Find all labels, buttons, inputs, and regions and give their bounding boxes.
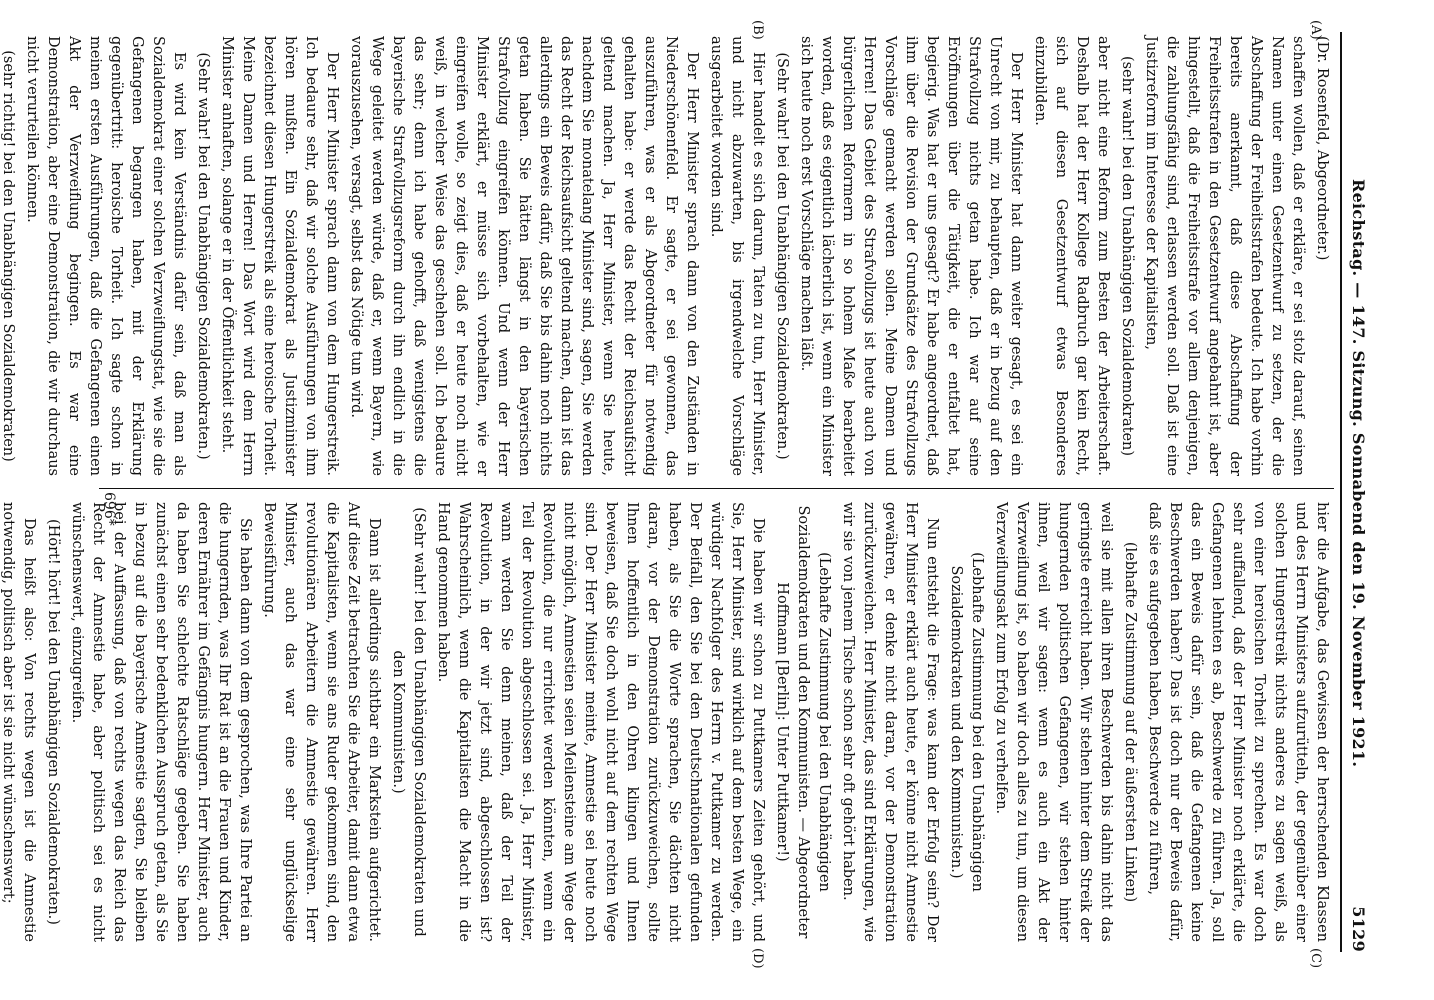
paragraph: Der Herr Minister sprach dann von den Zuständen in Niederschönenfeld. Er sagte, er sei gewonnen, das auszuführen, was er als Abgeordneter für notwendig gehalten habe: er werde das Recht der Reichsaufsicht geltend machen. Ja, Herr Minister, wenn Sie heute, nachdem Sie monatelang Minister sind, sagen, Sie werden das Recht der Reichsaufsicht geltend machen, dann ist das allerdings ein Beweis dafür, daß Sie bis dahin noch nichts getan haben. Sie hätten längst in den bayerischen Strafvollzug eingreifen können. Und wenn der Herr Minister erklärt, er müsse sich vorbehalten, wie er eingreifen wolle, so zeigt dies, daß er heute noch nicht weiß, in welcher Weise das geschehen soll. Ich bedaure das sehr; denn ich habe gehofft, daß wenigstens die bayerische Strafvollzugsreform durch ihn endlich in die Wege geleitet werden würde, daß er, wenn Bayern, wie vorauszusehen, versagt, selbst das Nötige tun wird.: [348, 36, 700, 476]
scanned-page: [0, 20, 1374, 970]
paragraph: (Lebhafte Zustimmung bei den Unabhängigen Sozialdemokraten und den Kommunisten.): [948, 552, 985, 892]
paragraph: (Sehr wahr! bei den Unabhängigen Sozialdemokraten.): [195, 52, 211, 460]
paragraph: Nun entsteht die Frage: was kann der Erfolg sein? Der Herr Minister erklärt auch heute, er könne nicht Amnestie gewähren, er denke nicht daran, vor der Demonstration zurückzuweichen. Herr Minister, das sind Erklärungen, wie wir sie von jenem Tische schon sehr oft gehört haben.: [840, 502, 940, 942]
header-rule: [1340, 32, 1342, 952]
paragraph: Hier handelt es sich darum, Taten zu tun, Herr Minister, und nicht abzuwarten, bis irgendwelche Vorschläge ausgearbeitet worden sind.: [708, 36, 766, 476]
paragraph: weil sie mit allen ihren Beschwerden bis dahin nicht das geringste erreicht haben. Wir stehen hinter dem Streik der hungernden politischen Gefangenen, wir stehen hinter ihnen, weil wir sagen: wenn es auch ein Akt der Verzweiflung ist, so haben wir doch alles zu tun, um diesen Verzweiflungsakt zum Erfolg zu verhelfen.: [993, 502, 1114, 942]
page-number: 5129: [1349, 906, 1369, 952]
paragraph: schaffen wollen, daß er erkläre, er sei stolz darauf, seinen Namen unter einen Gesetzentwurf zu setzen, der die Abschaffung der Freiheitsstrafen bedeute. Ich habe vorhin bereits anerkannt, daß diese Abschaffung der Freiheitsstrafen in den Gesetzentwurf angebahnt ist, aber hingestellt, daß die Freiheitsstrafe vor allem denjenigen, die zahlungsfähig sind, erlassen werden soll. Daß ist eine Justizreform im Interesse der Kapitalisten,: [1143, 36, 1306, 476]
paragraph: (Lebhafte Zustimmung bei den Unabhängigen Sozialdemokraten und den Kommunisten. — Abgeordneter Hoffmann [Berlin]: Unter Puttkamer!): [774, 505, 832, 939]
paragraph: (Hört! hört! bei den Unabhängigen Sozialdemokraten.): [45, 519, 61, 925]
left-column: [0, 36, 1332, 476]
margin-marker-a: (A): [1308, 20, 1323, 40]
right-column: [0, 502, 1332, 942]
header-title: Reichstag. — 147. Sitzung. Sonnabend den 19. November 1921.: [1349, 178, 1369, 768]
paragraph: Der Herr Minister hat dann weiter gesagt, es sei ein Unrecht von mir, zu behaupten, daß er in bezug auf den Strafvollzug nichts getan habe. Ich war auf seine Eröffnungen über die Tätigkeit, die er entfaltet hat, begierig. Was hat er uns gesagt? Er habe angeordnet, daß ihm über die Revision der Grundsätze des Strafvollzugs Vorschläge gemacht werden sollen. Meine Damen und Herren! Das Gebiet des Strafvollzugs ist heute auch von bürgerlichen Reformern in so hohem Maße bearbeitet worden, daß es eigentlich lächerlich ist, wenn ein Minister sich heute noch erst Vorschläge machen läßt.: [798, 36, 1024, 476]
paragraph: Es wird kein Verständnis dafür sein, daß man als Sozialdemokrat einer solchen Verzweiflungstat, wie sie die Gefangenen begangen haben, mit der Erklärung gegenübertritt: heroische Torheit. Ich sagte schon in meinen ersten Ausführungen, daß die Gefangenen einen Akt der Verzweiflung begingen. Es war eine Demonstration, aber eine Demonstration, die wir durchaus nicht verurteilen können.: [24, 36, 187, 476]
footer-mark: 696*: [101, 492, 117, 526]
paragraph: hier die Aufgabe, das Gewissen der herrschenden Klassen und des Herrn Ministers aufzurütteln, der gegenüber einer solchen Hungerstreik nichts anderes zu sagen weiß, als von einer heroischen Torheit zu sprechen. Es war doch sehr auffallend, daß der Herr Minister noch erklärte, die Gefangenen lehnten es ab, Beschwerde zu führen. Ja, soll das ein Beweis dafür sein, daß die Gefangenen keine Beschwerden haben? Das ist doch nur der Beweis dafür, daß sie es aufgegeben haben, Beschwerde zu führen,: [1146, 502, 1330, 942]
paragraph: (Sehr wahr! bei den Unabhängigen Sozialdemokraten und den Kommunisten.): [390, 507, 427, 937]
paragraph: Dann ist allerdings sichtbar ein Markstein aufgerichtet. Auf diese Zeit betrachten Sie die Arbeiter, damit dann etwa die Kapitalisten, wenn sie ans Ruder gekommen sind, den revolutionären Arbeitern die Amnestie gewähren. Herr Minister, auch das war eine sehr unglückselige Beweisführung.: [261, 502, 382, 942]
column-divider: [99, 488, 1334, 489]
paragraph: Die haben wir schon zu Puttkamers Zeiten gehört, und Sie, Herr Minister, sind wirklich auf dem besten Wege, ein würdiger Nachfolger des Herrn v. Puttkamer zu werden. Der Beifall, den Sie bei den Deutschnationalen gefunden haben, als Sie die Worte sprachen, Sie dächten nicht daran, vor der Demonstration zurückzuweichen, sollte Ihnen hoffentlich in den Ohren klingen und Ihnen beweisen, daß Sie doch wohl nicht auf dem rechten Wege sind. Der Herr Minister meinte, Amnestie sei heute noch nicht möglich, Amnestien seien Meilensteine am Wege der Revolution, die nur errichtet werden könnten, wenn ein Teil der Revolution abgeschlossen sei. Ja, Herr Minister, wann werden Sie denn meinen, daß der Teil der Revolution, in der wir jetzt sind, abgeschlossen ist? Wahrscheinlich, wenn die Kapitalisten die Macht in die Hand genommen haben.: [435, 502, 766, 942]
paragraph: (sehr richtig! bei den Unabhängigen Sozialdemokraten): [0, 50, 16, 462]
paragraph: (lebhafte Zustimmung auf der äußersten Linken): [1122, 541, 1138, 903]
margin-marker-b: (B): [750, 20, 765, 40]
page-header: [1344, 40, 1374, 952]
margin-marker-d: (D): [750, 948, 765, 969]
paragraph: Der Herr Minister sprach dann von dem Hungerstreik. Ich bedaure sehr, daß wir solche Ausführungen von ihm hören mußten. Ein Sozialdemokrat als Justizminister bezeichnet diesen Hungerstreik als eine heroische Torheit. Meine Damen und Herren! Das Wort wird dem Herrn Minister anhaften, solange er in der Öffentlichkeit steht.: [219, 36, 340, 476]
paragraph: (Sehr wahr! bei den Unabhängigen Sozialdemokraten.): [774, 52, 790, 460]
paragraph: aber nicht eine Reform zum Besten der Arbeiterschaft. Deshalb hat der Herr Kollege Radbruch gar kein Recht, sich auf diesen Gesetzentwurf etwas Besonderes einzubilden.: [1032, 36, 1111, 476]
paragraph: Das heißt also: Von rechts wegen ist die Amnestie notwendig, politisch aber ist sie nicht wünschenswert;: [0, 502, 37, 942]
margin-marker-c: (C): [1308, 948, 1323, 969]
paragraph: (Dr. Rosenfeld, Abgeordneter.): [1314, 36, 1330, 261]
page-rotated: [0, 20, 1374, 970]
paragraph: (sehr wahr! bei den Unabhängigen Sozialdemokraten): [1119, 55, 1135, 457]
paragraph: Sie haben dann von dem gesprochen, was Ihre Partei an die hungernden, was Ihr Rat ist an die Frauen und Kinder, deren Ernährer im Gefängnis hungern. Herr Minister, auch da haben Sie schlechte Ratschläge gegeben. Sie haben zunächst einen sehr bedenklichen Ausspruch getan, als Sie in bezug auf die bayerische Amnestie sagten, Sie bleiben bei der Auffassung, daß von rechts wegen das Reich das Recht der Amnestie habe, aber politisch sei es nicht wünschenswert, einzugreifen.: [69, 502, 253, 942]
